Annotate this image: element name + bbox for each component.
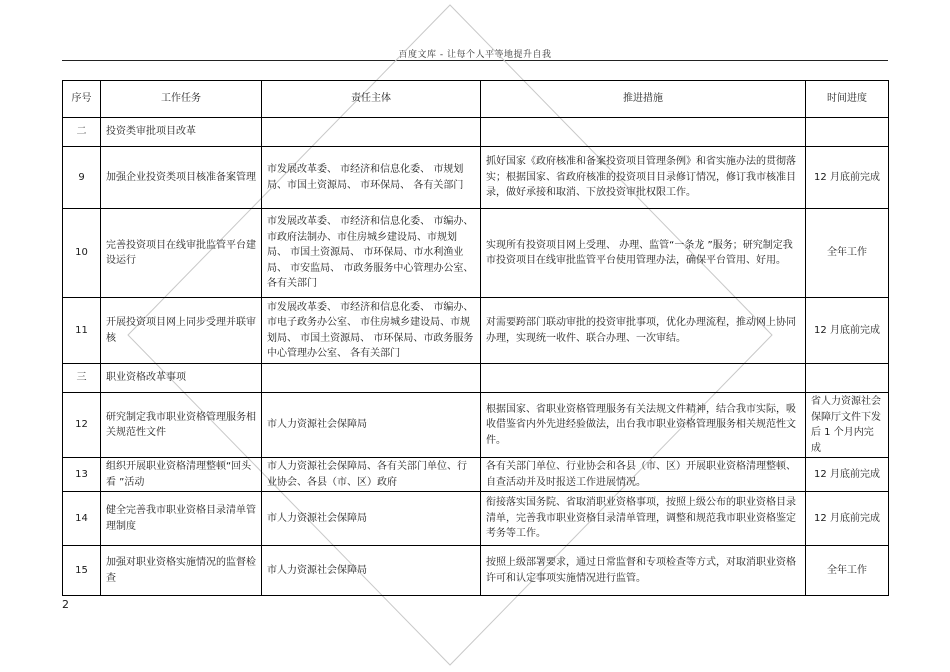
schedule-cell: 12 月底前完成 xyxy=(806,458,889,492)
header-rule xyxy=(62,60,888,61)
table-header-row xyxy=(63,81,889,118)
row-number: 11 xyxy=(63,298,101,364)
table-cell xyxy=(806,118,889,147)
table-cell xyxy=(806,364,889,393)
measure-cell: 按照上级部署要求，通过日常监督和专项检查等方式，对取消职业资格许可和认定事项实施情况进行监管。 xyxy=(481,546,806,596)
measure-cell: 衔接落实国务院、省取消职业资格事项，按照上级公布的职业资格目录清单，完善我市职业资格目录清单管理，调整和规范我市职业资格鉴定考务等工作。 xyxy=(481,492,806,546)
table-row xyxy=(63,393,889,458)
section-title: 职业资格改革事项 xyxy=(101,364,262,393)
col-header-owner: 责任主体 xyxy=(262,81,481,118)
measure-cell: 实现所有投资项目网上受理、 办理、监管“一条龙 ”服务；研究制定我市投资项目在线审批监管平台使用管理办法，确保平台管用、好用。 xyxy=(481,209,806,298)
row-number: 15 xyxy=(63,546,101,596)
table-row xyxy=(63,147,889,209)
owner-cell: 市人力资源社会保障局 xyxy=(262,492,481,546)
col-header-schedule: 时间进度 xyxy=(806,81,889,118)
section-number: 二 xyxy=(63,118,101,147)
work-plan-table xyxy=(62,80,889,596)
col-header-measure: 推进措施 xyxy=(481,81,806,118)
schedule-cell: 12 月底前完成 xyxy=(806,298,889,364)
col-header-task: 工作任务 xyxy=(101,81,262,118)
measure-cell: 各有关部门单位、行业协会和各县（市、区）开展职业资格清理整顿、自查活动并及时报送工作进展情况。 xyxy=(481,458,806,492)
measure-cell: 根据国家、省职业资格管理服务有关法规文件精神，结合我市实际，吸收借鉴省内外先进经验做法，出台我市职业资格管理服务相关规范性文件。 xyxy=(481,393,806,458)
page-number: 2 xyxy=(62,598,69,611)
owner-cell: 市发展改革委、 市经济和信息化委、 市规划局、市国土资源局、 市环保局、 各有关部门 xyxy=(262,147,481,209)
task-cell: 组织开展职业资格清理整顿“回头看 ”活动 xyxy=(101,458,262,492)
owner-cell: 市人力资源社会保障局 xyxy=(262,393,481,458)
schedule-cell: 12 月底前完成 xyxy=(806,492,889,546)
table-row xyxy=(63,492,889,546)
owner-cell: 市人力资源社会保障局 xyxy=(262,546,481,596)
page-header: 百度文库 - 让每个人平等地提升自我 xyxy=(398,50,552,60)
measure-cell: 对需要跨部门联动审批的投资审批事项，优化办理流程，推动网上协同办理，实现统一收件、联合办理、一次审结。 xyxy=(481,298,806,364)
row-number: 9 xyxy=(63,147,101,209)
owner-cell: 市发展改革委、 市经济和信息化委、 市编办、市政府法制办、市住房城乡建设局、市规划局、 市国土资源局、 市环保局、市水利渔业局、 市安监局、 市政务服务中心管理办公室、 各有关部门 xyxy=(262,209,481,298)
schedule-cell: 省人力资源社会保障厅文件下发后 1 个月内完成 xyxy=(806,393,889,458)
measure-cell: 抓好国家《政府核准和备案投资项目管理条例》和省实施办法的贯彻落实；根据国家、省政府核准的投资项目目录修订情况，修订我市核准目录，做好承接和取消、下放投资审批权限工作。 xyxy=(481,147,806,209)
table-row xyxy=(63,298,889,364)
section-row xyxy=(63,118,889,147)
task-cell: 健全完善我市职业资格目录清单管理制度 xyxy=(101,492,262,546)
table-row xyxy=(63,546,889,596)
row-number: 14 xyxy=(63,492,101,546)
table-row xyxy=(63,209,889,298)
task-cell: 加强对职业资格实施情况的监督检查 xyxy=(101,546,262,596)
task-cell: 完善投资项目在线审批监管平台建设运行 xyxy=(101,209,262,298)
section-title: 投资类审批项目改革 xyxy=(101,118,262,147)
task-cell: 加强企业投资类项目核准备案管理 xyxy=(101,147,262,209)
section-number: 三 xyxy=(63,364,101,393)
table-cell xyxy=(262,118,481,147)
schedule-cell: 全年工作 xyxy=(806,209,889,298)
row-number: 13 xyxy=(63,458,101,492)
row-number: 12 xyxy=(63,393,101,458)
row-number: 10 xyxy=(63,209,101,298)
owner-cell: 市发展改革委、 市经济和信息化委、 市编办、市电子政务办公室、 市住房城乡建设局、市规划局、 市国土资源局、 市环保局、市政务服务中心管理办公室、 各有关部门 xyxy=(262,298,481,364)
table-cell xyxy=(481,118,806,147)
col-header-number: 序号 xyxy=(63,81,101,118)
section-row xyxy=(63,364,889,393)
table-cell xyxy=(481,364,806,393)
table-row xyxy=(63,458,889,492)
owner-cell: 市人力资源社会保障局、各有关部门单位、行业协会、各县（市、区）政府 xyxy=(262,458,481,492)
task-cell: 开展投资项目网上同步受理并联审核 xyxy=(101,298,262,364)
schedule-cell: 全年工作 xyxy=(806,546,889,596)
schedule-cell: 12 月底前完成 xyxy=(806,147,889,209)
task-cell: 研究制定我市职业资格管理服务相关规范性文件 xyxy=(101,393,262,458)
table-cell xyxy=(262,364,481,393)
